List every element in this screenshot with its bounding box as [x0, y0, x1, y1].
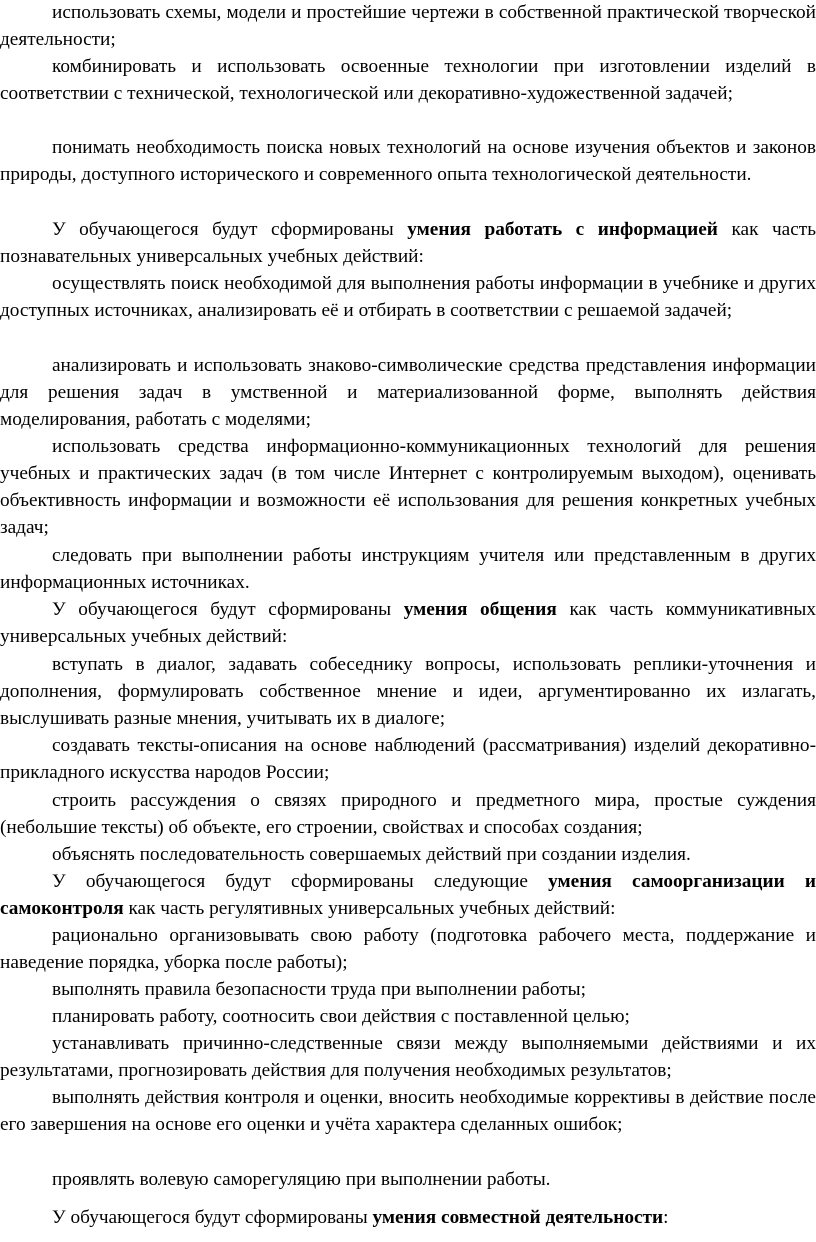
- paragraph-text: использовать средства информационно-коммуникационных технологий для решения учебных и практических задач (в том числе Интернет с контролируемым выходом), оценивать объективность информации и возможности её использования для решения конкретных учебных задач;: [0, 436, 816, 538]
- paragraph-text: следовать при выполнении работы инструкциям учителя или представленным в других информационных источниках.: [0, 545, 816, 593]
- paragraph-text: осуществлять поиск необходимой для выполнения работы информации в учебнике и других доступных источниках, анализировать её и отбирать в соответствии с решаемой задачей;: [0, 273, 816, 321]
- paragraph: [0, 433, 816, 541]
- paragraph-text: строить рассуждения о связях природного и предметного мира, простые суждения (небольшие тексты) об объекте, его строении, свойствах и способах создания;: [0, 790, 816, 838]
- paragraph: [0, 868, 816, 922]
- paragraph: [0, 1204, 816, 1231]
- paragraph: [0, 53, 816, 107]
- paragraph-text: использовать схемы, модели и простейшие чертежи в собственной практической творческой деятельности;: [0, 2, 816, 50]
- paragraph: [0, 651, 816, 732]
- paragraph: [0, 134, 816, 188]
- paragraph-text: :: [663, 1207, 669, 1228]
- paragraph: [0, 352, 816, 433]
- paragraph: [0, 596, 816, 650]
- paragraph-text: рационально организовывать свою работу (подготовка рабочего места, поддержание и наведение порядка, уборка после работы);: [0, 925, 816, 973]
- paragraph-text: У обучающегося будут сформированы: [52, 599, 404, 620]
- paragraph-text: устанавливать причинно-следственные связи между выполняемыми действиями и их результатами, прогнозировать действия для получения необходимых результатов;: [0, 1033, 816, 1081]
- paragraph-text: проявлять волевую саморегуляцию при выполнении работы.: [52, 1169, 551, 1190]
- paragraph: [0, 922, 816, 976]
- paragraph-text: как часть познавательных универсальных учебных действий:: [0, 219, 816, 267]
- paragraph: [0, 0, 816, 53]
- paragraph-text: У обучающегося будут сформированы следующие: [52, 871, 549, 892]
- paragraph-text: планировать работу, соотносить свои действия с поставленной целью;: [52, 1006, 630, 1027]
- paragraph: [0, 732, 816, 786]
- paragraph: [0, 841, 816, 868]
- paragraph: [0, 542, 816, 596]
- paragraph-text: У обучающегося будут сформированы: [52, 1207, 373, 1228]
- paragraph-text: вступать в диалог, задавать собеседнику вопросы, использовать реплики-уточнения и дополнения, формулировать собственное мнение и идеи, аргументированно их излагать, выслушивать разные мнения, учитывать их в диалоге;: [0, 654, 816, 729]
- bold-term: умения общения: [403, 599, 557, 620]
- bold-term: умения самоорганизации и самоконтроля: [0, 871, 816, 919]
- paragraph: [0, 1030, 816, 1084]
- paragraph-text: создавать тексты-описания на основе наблюдений (рассматривания) изделий декоративно-прикладного искусства народов России;: [0, 735, 816, 783]
- paragraph-text: У обучающегося будут сформированы: [52, 219, 408, 240]
- paragraph-text: выполнять правила безопасности труда при выполнении работы;: [52, 979, 586, 1000]
- paragraph: [0, 1166, 816, 1193]
- paragraph: [0, 976, 816, 1003]
- paragraph: [0, 216, 816, 270]
- paragraph-text: анализировать и использовать знаково-символические средства представления информации для решения задач в умственной и материализованной форме, выполнять действия моделирования, работать с моделями;: [0, 355, 816, 430]
- paragraph: [0, 1084, 816, 1138]
- paragraph-text: выполнять действия контроля и оценки, вносить необходимые коррективы в действие после его завершения на основе его оценки и учёта характера сделанных ошибок;: [0, 1087, 816, 1135]
- paragraph-text: как часть коммуникативных универсальных учебных действий:: [0, 599, 816, 647]
- bold-term: умения совместной деятельности: [372, 1207, 664, 1228]
- paragraph: [0, 1003, 816, 1030]
- paragraph-text: понимать необходимость поиска новых технологий на основе изучения объектов и законов природы, доступного исторического и современного опыта технологической деятельности.: [0, 137, 816, 185]
- bold-term: умения работать с информацией: [407, 219, 718, 240]
- paragraph: [0, 270, 816, 324]
- paragraph-text: комбинировать и использовать освоенные технологии при изготовлении изделий в соответствии с технической, технологической или декоративно-художественной задачей;: [0, 56, 816, 104]
- paragraph-text: объяснять последовательность совершаемых действий при создании изделия.: [52, 844, 691, 865]
- paragraph-text: как часть регулятивных универсальных учебных действий:: [123, 898, 616, 919]
- paragraph: [0, 787, 816, 841]
